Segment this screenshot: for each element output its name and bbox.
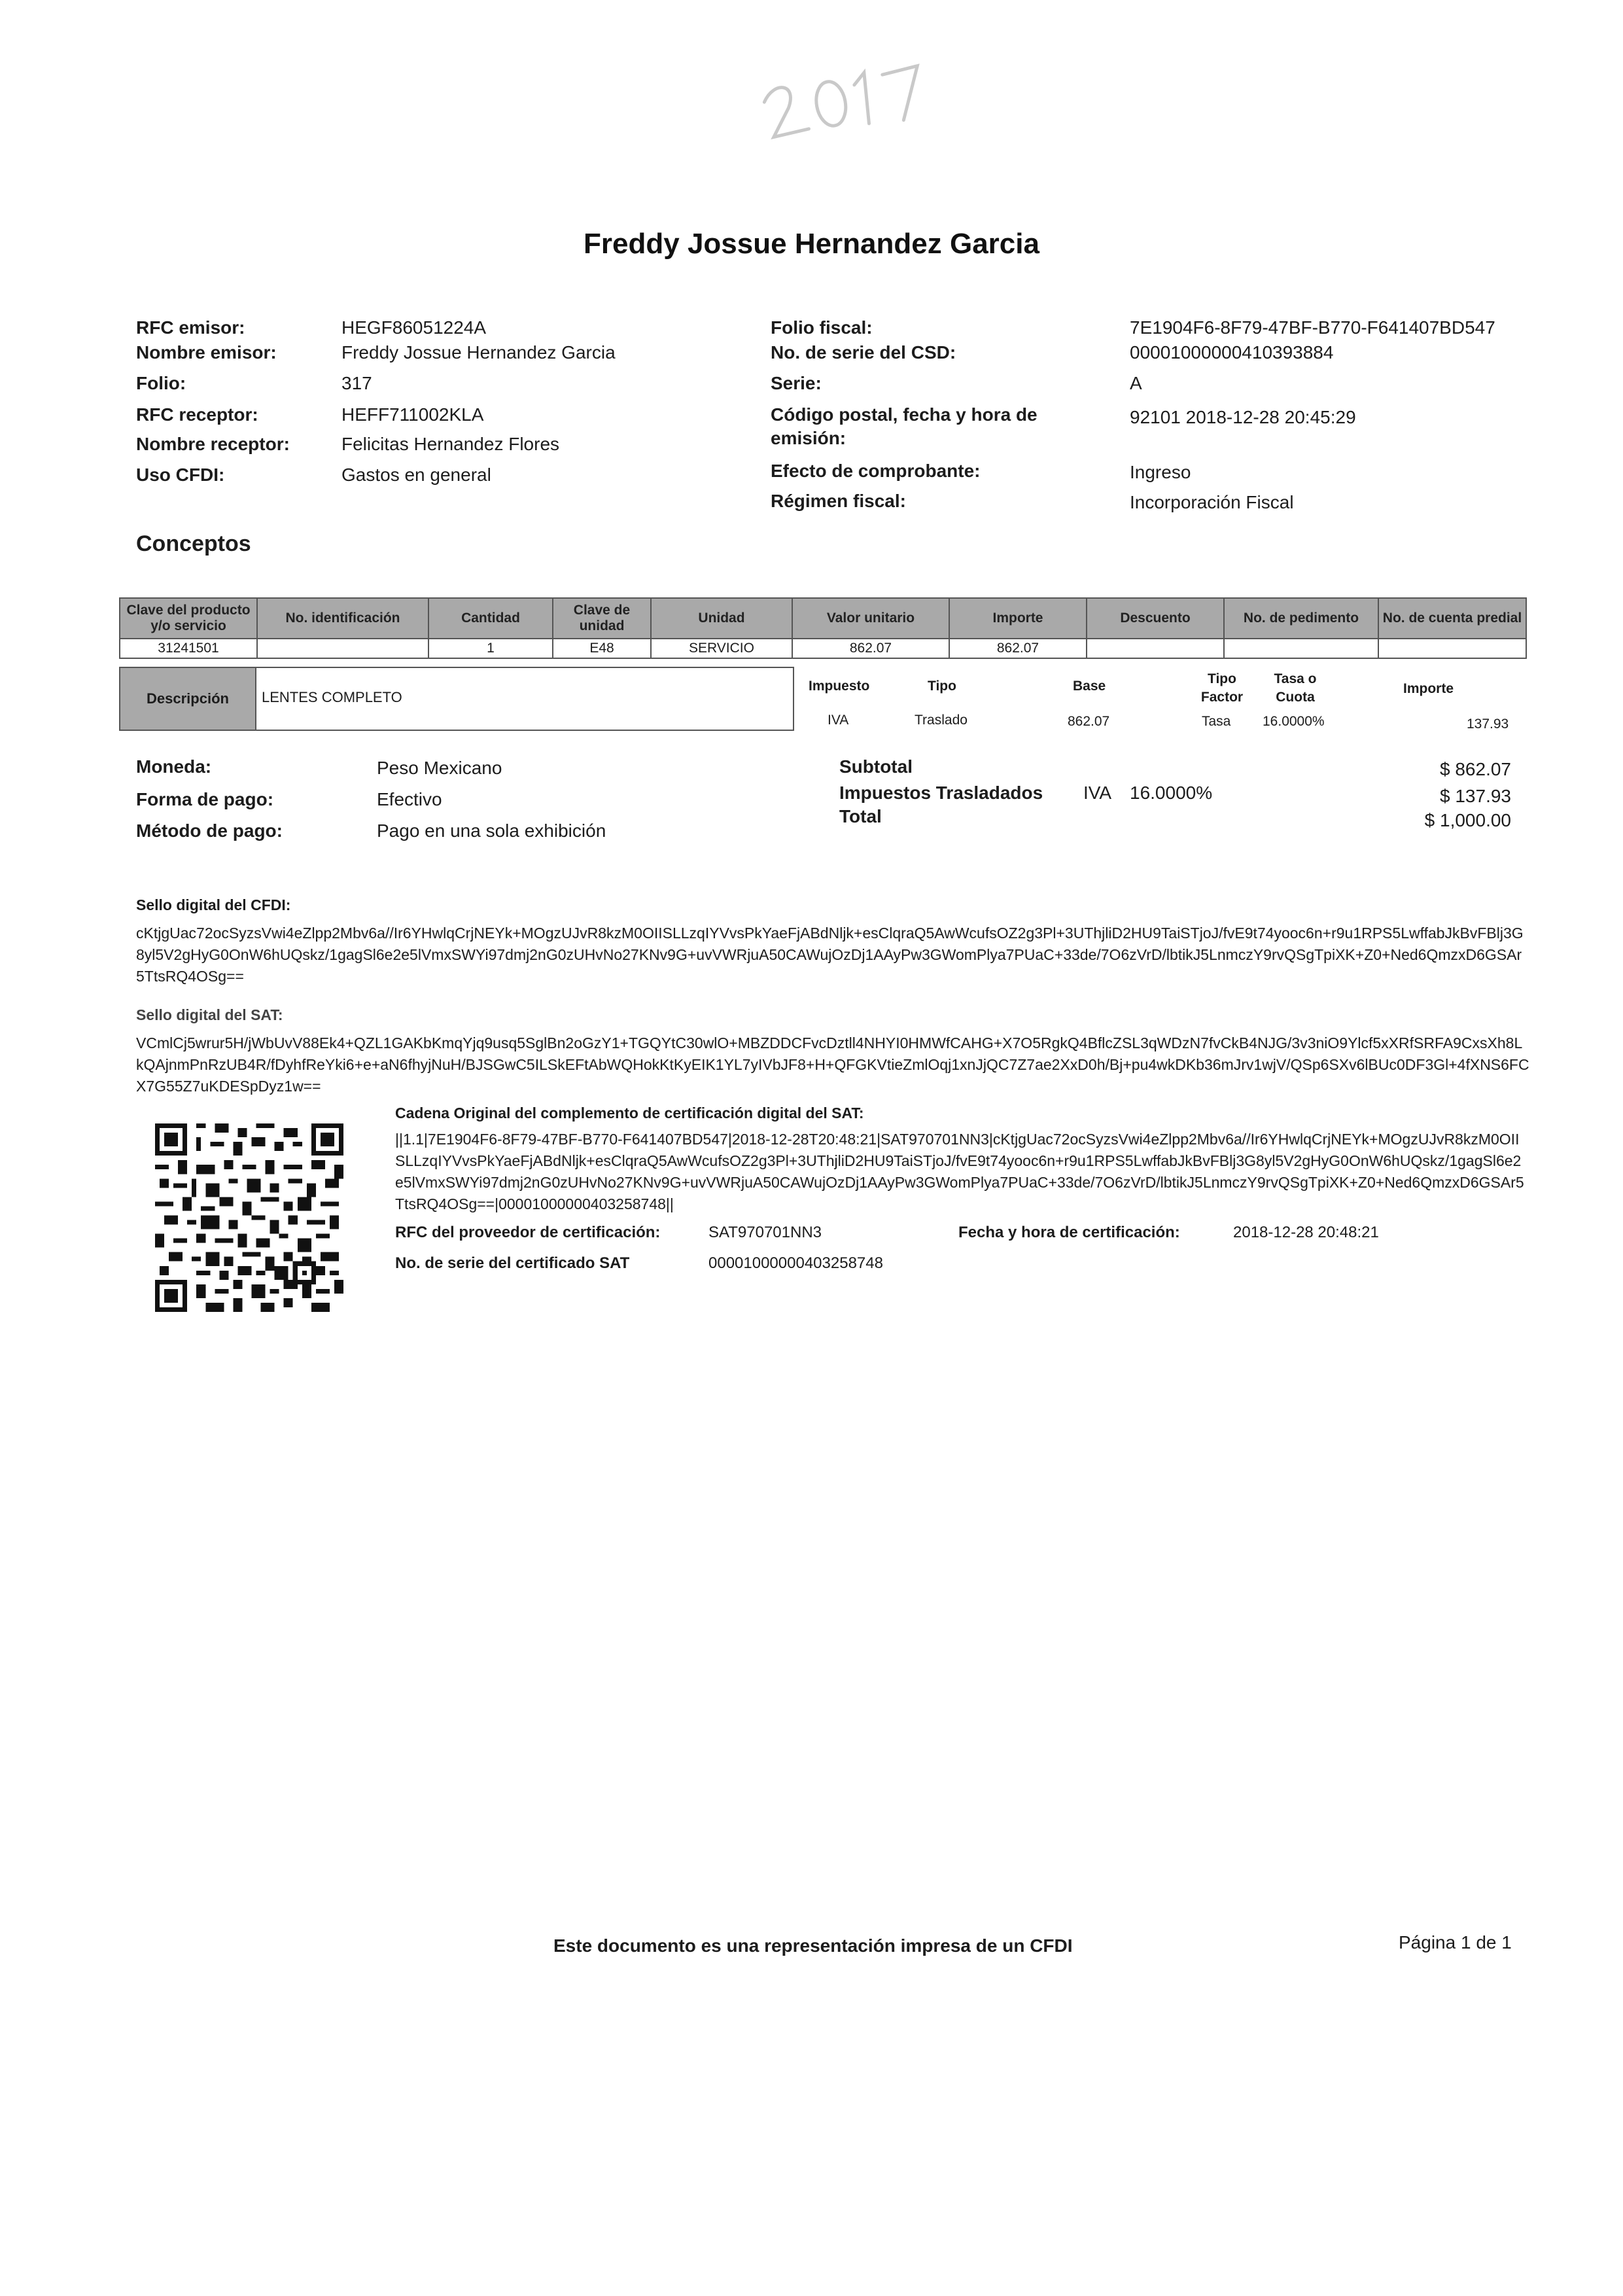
qr-code [155,1123,343,1312]
tax-tasa: 16.0000% [1263,714,1325,729]
rfc-receptor-label: RFC receptor: [136,404,258,425]
cadena-original-value: ||1.1|7E1904F6-8F79-47BF-B770-F641407BD547|2018-12-28T20:48:21|SAT970701NN3|cKtjgUac72ocSyzsVwi4eZlpp2Mbv6a//Ir6YHwlqCrjNEYk+MOgzUJvR8kzM0OIISLLzqIYVvsPkYaeFjABdNljk+esClqraQ5AwWcufsOZ2g3Pl+3UThjliD2HU9TaiSTjoJ/fvE9t74yooc6n+r9u1RPS5LwffabJkBvFBlj3G8yl5V2gHyG0OnW6hUQskz/1gagSl6e2e5lVmxSWYi97dmj2nG0zUHvNo27KNv9G+uvVWRjuA50CAWujOzDj1AAyPw3GWomPlya7PUaC+33de/7O6zVrD/lbtikJ5LnmczY9rvQSgTpiXK+Z0+Ned6QmzxD6GSAr5TtsRQ4OSg==|00001000000403258748|| [395,1131,1524,1212]
folio-fiscal-label: Folio fiscal: [771,317,873,338]
rfc-proveedor-value: SAT970701NN3 [708,1224,822,1241]
nombre-receptor-label: Nombre receptor: [136,434,290,454]
cell-no-identificacion [257,639,428,658]
cell-unidad: SERVICIO [651,639,792,658]
header-no-identificacion: No. identificación [257,598,428,639]
nombre-emisor-value: Freddy Jossue Hernandez Garcia [341,342,616,362]
tax-header-tipo-factor: Tipo Factor [1200,671,1244,705]
tax-header-base: Base [1073,679,1106,694]
cell-descuento [1087,639,1224,658]
cell-clave-producto: 31241501 [120,639,257,658]
header-clave-producto: Clave del producto y/o servicio [120,598,257,639]
tax-header-impuesto: Impuesto [809,679,870,694]
impuestos-tasa: 16.0000% [1130,783,1213,803]
header-no-cuenta-predial: No. de cuenta predial [1378,598,1526,639]
serie-csd-label: No. de serie del CSD: [771,342,956,362]
uso-cfdi-value: Gastos en general [341,465,491,485]
regimen-value: Incorporación Fiscal [1130,492,1294,512]
rfc-emisor-value: HEGF86051224A [341,317,487,338]
description-value: LENTES COMPLETO [262,689,402,705]
cadena-original-label: Cadena Original del complemento de certificación digital del SAT: [395,1104,864,1122]
table-header-row [120,598,1526,639]
issuer-title: Freddy Jossue Hernandez Garcia [584,228,1039,260]
cell-importe: 862.07 [949,639,1087,658]
serie-certificado-sat-label: No. de serie del certificado SAT [395,1254,630,1272]
subtotal-label: Subtotal [839,756,913,777]
uso-cfdi-label: Uso CFDI: [136,465,225,485]
rfc-receptor-value: HEFF711002KLA [341,404,484,425]
rfc-proveedor-label: RFC del proveedor de certificación: [395,1224,661,1241]
subtotal-value: $ 862.07 [1440,759,1511,779]
cell-clave-unidad: E48 [553,639,651,658]
footer-note: Este documento es una representación impresa de un CFDI [553,1935,1073,1956]
impuestos-value: $ 137.93 [1440,786,1511,806]
cell-no-pedimento [1224,639,1378,658]
impuestos-trasladados-label: Impuestos Trasladados [839,783,1043,803]
cp-fecha-value: 92101 2018-12-28 20:45:29 [1130,407,1356,427]
header-no-pedimento: No. de pedimento [1224,598,1378,639]
tax-base: 862.07 [1068,714,1110,729]
cell-cantidad: 1 [428,639,553,658]
description-box [119,667,794,731]
sello-cfdi-label: Sello digital del CFDI: [136,896,291,913]
tax-impuesto: IVA [828,713,849,728]
efecto-value: Ingreso [1130,462,1191,482]
cell-no-cuenta-predial [1378,639,1526,658]
header-unidad: Unidad [651,598,792,639]
handwritten-annotation [752,62,935,141]
page-number: Página 1 de 1 [1399,1932,1512,1952]
tax-importe: 137.93 [1467,716,1509,732]
metodo-pago-label: Método de pago: [136,821,283,841]
serie-certificado-sat-value: 00001000000403258748 [708,1254,883,1272]
concepts-table [119,597,1527,659]
table-row [120,639,1526,658]
header-clave-unidad: Clave de unidad [553,598,651,639]
header-valor-unitario: Valor unitario [792,598,949,639]
sello-cfdi-value: cKtjgUac72ocSyzsVwi4eZlpp2Mbv6a//Ir6YHwlqCrjNEYk+MOgzUJvR8kzM0OIISLLzqIYVvsPkYaeFjABdNljk+esClqraQ5AwWcufsOZ2g3Pl+3UThjliD2HU9TaiSTjoJ/fvE9t74yooc6n+r9u1RPS5LwffabJkBvFBlj3G8yl5V2gHyG0OnW6hUQskz/1gagSl6e2e5lVmxSWYi97dmj2nG0zUHvNo27KNv9G+uvVWRjuA50CAWujOzDj1AAyPw3GWomPlya7PUaC+33de/7O6zVrD/lbtikJ5LnmczY9rvQSgTpiXK+Z0+Ned6QmzxD6GSAr5TtsRQ4OSg== [136,925,1524,985]
description-label: Descripción [120,668,256,730]
fecha-certificacion-value: 2018-12-28 20:48:21 [1233,1224,1379,1241]
rfc-emisor-label-bold: RFC emisor: [136,317,245,338]
total-value: $ 1,000.00 [1424,810,1511,830]
tax-header-tasa-cuota: Tasa o Cuota [1274,671,1317,705]
metodo-pago-value: Pago en una sola exhibición [377,821,606,841]
forma-pago-value: Efectivo [377,789,442,809]
regimen-label: Régimen fiscal: [771,491,906,511]
header-descuento: Descuento [1087,598,1224,639]
folio-value: 317 [341,373,372,393]
fecha-certificacion-label: Fecha y hora de certificación: [958,1224,1180,1241]
tax-tipo-factor: Tasa [1202,714,1231,729]
tax-header-importe: Importe [1403,681,1454,696]
nombre-receptor-value: Felicitas Hernandez Flores [341,434,560,454]
cp-fecha-label: Código postal, fecha y hora de emisión: [771,404,1038,448]
total-label: Total [839,806,882,826]
conceptos-heading: Conceptos [136,531,251,556]
moneda-value: Peso Mexicano [377,758,502,778]
header-cantidad: Cantidad [428,598,553,639]
impuestos-tipo: IVA [1083,783,1112,803]
folio-fiscal-value: 7E1904F6-8F79-47BF-B770-F641407BD547 [1130,317,1495,338]
serie-label: Serie: [771,373,822,393]
tax-tipo: Traslado [915,713,968,728]
serie-value: A [1130,373,1142,393]
serie-csd-value: 00001000000410393884 [1130,342,1334,362]
tax-header-tipo: Tipo [928,679,956,694]
nombre-emisor-label: Nombre emisor: [136,342,277,362]
cell-valor-unitario: 862.07 [792,639,949,658]
folio-label: Folio: [136,373,186,393]
sello-sat-label: Sello digital del SAT: [136,1006,283,1023]
sello-sat-value: VCmlCj5wrur5H/jWbUvV88Ek4+QZL1GAKbKmqYjq9usq5SglBn2oGzY1+TGQYtC30wlO+MBZDDCFvcDztll4NHYI0HMWfCAHG+X7O5RgkQ4BflcZSL3qWDzN7fvCkB4NJG/3v3niO9Ylcf5xXRfSRFA9CxsXh8LkQAjnmPnRzUB4R/fDyhfReYki6+e+aN6fhyjNuH/BJSGwC5ILSkEFtAbWQHokKtKyEIK1YL7yIVbJF8+H+QFGKVtieZmlOqj1xnJjQC7Z7ae2XxD0h/Bj+pu4wkDKb36mJrv1wjV/QSp6SXv6lBUc0DF3Gl+4fXNS6FCX7G55Z7uKDESpDyz1w== [136,1034,1529,1095]
header-importe: Importe [949,598,1087,639]
moneda-label: Moneda: [136,756,212,777]
forma-pago-label: Forma de pago: [136,789,274,809]
efecto-label: Efecto de comprobante: [771,461,981,481]
